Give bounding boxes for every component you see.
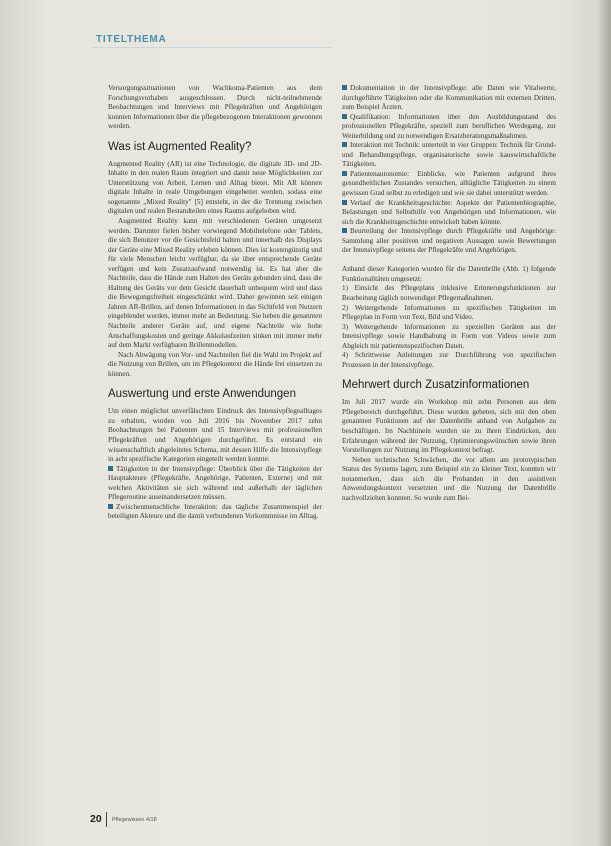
mehrwert-paragraph-1: Im Juli 2017 wurde ein Workshop mit zehn Personen aus dem Pflegebereich durchgeführt. Diese wurden gebeten, sich mit den oben genannten Funktionen auf der Datenbrille anhand von Aufgaben zu beschäftigen. Im Nachhinein wurden sie zu ihren Eindrücken, den Erfahrungen während der Nutzung, Optimierungswünschen sowie ihren Vorstellungen zur Nutzung im Pflegekontext befragt. — [342, 398, 556, 455]
category-item — [108, 503, 322, 522]
spacer — [342, 256, 556, 266]
category-item — [342, 170, 556, 199]
function-item-1: 1) Einsicht des Pflegeplans inklusive Erinnerungsfunktionen zur Bearbeitung täglich notwendiger Pflegemaßnahmen. — [342, 284, 556, 302]
functions-intro: Anhand dieser Kategorien wurden für die Datenbrille (Abb. 1) folgende Funktionalitäten umgesetzt: — [342, 265, 556, 283]
heading-augmented-reality: Was ist Augmented Reality? — [108, 140, 252, 153]
ar-paragraph-1: Augmented Reality (AR) ist eine Technologie, die digitale 3D- und 2D-Inhalte in den realen Raum integriert und damit neue Möglichkeiten zur Unterstützung von Arbeit, Lernen und Alltag bietet. Mit AR können digitale Inhalte in reale Umgebungen eingebettet werden, sodass eine sogenannte „Mixed Reality" [5] entsteht, in der die Trennung zwischen digitalen und realen Bestandteilen eines Raums aufgehoben wird. — [108, 159, 322, 216]
section-header — [0, 30, 611, 56]
bullet-square-icon — [342, 200, 347, 205]
category-text: Qualifikation: Informationen über den Ausbildungsstand des professionellen Pflegekräfte, speziell zum beruflichen Werdegang, zur Weiterbildung und zu notwendigen Ersatzberatungsmaßnahmen. — [342, 112, 556, 140]
category-item — [108, 465, 322, 503]
bullet-square-icon — [108, 504, 113, 509]
function-item-2: 2) Weitergehende Informationen zu spezifischen Tätigkeiten im Pflegeplan in Form von Text, Bild und Video. — [342, 303, 556, 322]
left-column — [108, 84, 322, 522]
footer-divider — [106, 812, 107, 827]
category-text: Dokumentation in der Intensivpflege: alle Daten wie Vitalwerte, durchgeführte Tätigkeiten oder die Kommunikation mit externen Dritten, zum Beispiel Ärzten. — [342, 84, 556, 112]
category-text: Verlauf der Krankheitsgeschichte: Aspekte der Patientenbiographie, Belastungen und Selbsthilfe von Angehörigen und Informationen, wie sich die Krankheitsgeschichte entwickelt haben könnte. — [342, 198, 556, 226]
category-text: Tätigkeiten in der Intensivpflege: Überblick über die Tätigkeiten der Hauptakteure (Pflegekräfte, Angehörige, Patienten, Externe) und mit welchen Aktivitäten sie sich während und außerhalb der täglichen Pflegeroutine auseinandersetzen müssen. — [108, 464, 322, 502]
publication-name: Pflegewissen 4/18 — [112, 817, 157, 823]
ar-paragraph-3: Nach Abwägung von Vor- und Nachteilen fiel die Wahl im Projekt auf die Nutzung von Brillen, um im Pflegekontext die Hände frei einsetzen zu können. — [108, 350, 322, 378]
section-rule — [92, 47, 332, 48]
category-text: Zwischenmenschliche Interaktion: das tägliche Zusammenspiel der beteiligten Akteure und die damit verbundenen Vorkommnisse im Alltag. — [108, 502, 322, 521]
mehrwert-paragraph-2: Neben technischen Schwächen, die vor allem am prototypischen Status des Systems lagen, zum Beispiel ein zu kleiner Text, konnten wir notanmerken, dass sich die Probanden in den assistiven Anwendungskontext versetzten und die Nutzung der Datenbrille nachvollziehen konnten. So wurde zum Bei- — [342, 455, 556, 502]
category-item — [342, 113, 556, 142]
bullet-square-icon — [342, 142, 347, 147]
heading-mehrwert: Mehrwert durch Zusatzinformationen — [342, 379, 530, 392]
category-item — [342, 199, 556, 228]
page-number: 20 — [90, 813, 102, 825]
category-item — [342, 84, 556, 113]
page-fold-shadow — [597, 0, 611, 846]
bullet-square-icon — [342, 85, 347, 90]
bullet-square-icon — [342, 171, 347, 176]
intro-paragraph: Versorgungssituationen von Wachkoma-Patienten aus dem Forschungsvorhaben ausgeschlossen. Durch nicht-teilnehmende Beobachtungen und Interviews mit Pflegekräften und Angehörigen konnten Informationen über die pflegebezogenen Interaktionen gewonnen werden. — [108, 84, 322, 131]
section-label: TITELTHEMA — [96, 34, 167, 45]
bullet-square-icon — [108, 466, 113, 471]
ar-paragraph-2: Augmented Reality kann mit verschiedenen Geräten umgesetzt werden. Darunter fielen bisher vorwiegend Mobiltelefone oder Tablets, die sich Benutzer vor die Gesichtsfeld halten und innerhalb des Displays der Geräte eine Mixed Reality erleben können. Dies ist kostengünstig und für viele Menschen leicht verfügbar, da sie über entsprechende Geräte verfügen und kein Zusatzaufwand notwendig ist. Es hat aber die Nachteile, dass die Hände zum Halten des Geräts gebunden sind, dass die Haltung des Geräts vor dem Gesicht dauerhaft unbequem wird und dass die Bewegungsfreiheit eingeschränkt wird. Daher gewinnen seit einigen Jahren AR-Brillen, auf denen Informationen in das Sichtfeld von Nutzern eingeblendet werden, immer mehr an Bedeutung. Sie heben die genannten Nachteile anderer Geräte auf, und eigene Nachteile wie hohe Anschaffungskosten und geringe Akkulaufzeiten sinken mit immer mehr auf dem Markt verfügbaren Brillenmodellen. — [108, 217, 322, 350]
category-item — [342, 227, 556, 256]
category-text: Beurteilung der Intensivpflege durch Pflegekräfte und Angehörige: Sammlung aller positiven und negativen Aussagen sowie Bewertungen der Intensivpflege seitens der Pflegekräfte und Angehörigen. — [342, 227, 556, 255]
bullet-square-icon — [342, 228, 347, 233]
bullet-square-icon — [342, 114, 347, 119]
function-item-3: 3) Weitergehende Informationen zu speziellen Geräten aus der Intensivpflege sowie Handhabung in Form von Videos sowie zum Abgleich mit patientenspezifischen Daten. — [342, 322, 556, 350]
auswertung-paragraph-1: Um einen möglichst unverfälschten Eindruck des Intensivpflegealltages zu erhalten, wurden von Juli 2016 bis November 2017 zehn Beobachtungen bei Patienten und 15 Interviews mit professionellen Pflegekräften und Angehörigen durchgeführt. Es entstand ein wissenschaftlich abgeleitetes Schema, mit dessen Hilfe die Intensivpflege in acht spezifische Kategorien eingeteilt werden konnte: — [108, 407, 322, 464]
category-text: Patientenautonomie: Einblicke, wie Patienten aufgrund ihres gesundheitlichen Zustandes versuchen, alltägliche Tätigkeiten zu einem gewissen Grad selbst zu erledigen und wie sie dabei unterstützt werden. — [342, 169, 556, 198]
right-column — [342, 84, 556, 503]
function-item-4: 4) Schrittweise Anleitungen zur Durchführung von spezifischen Prozessen in der Intensivpflege. — [342, 351, 556, 369]
category-item — [342, 141, 556, 170]
category-text: Interaktion mit Technik: unterteilt in vier Gruppen: Technik für Grund- und Behandlungspflege, organisatorische sowie kauswirtschaftliche Tätigkeiten. — [342, 141, 556, 169]
heading-auswertung: Auswertung und erste Anwendungen — [108, 388, 296, 401]
